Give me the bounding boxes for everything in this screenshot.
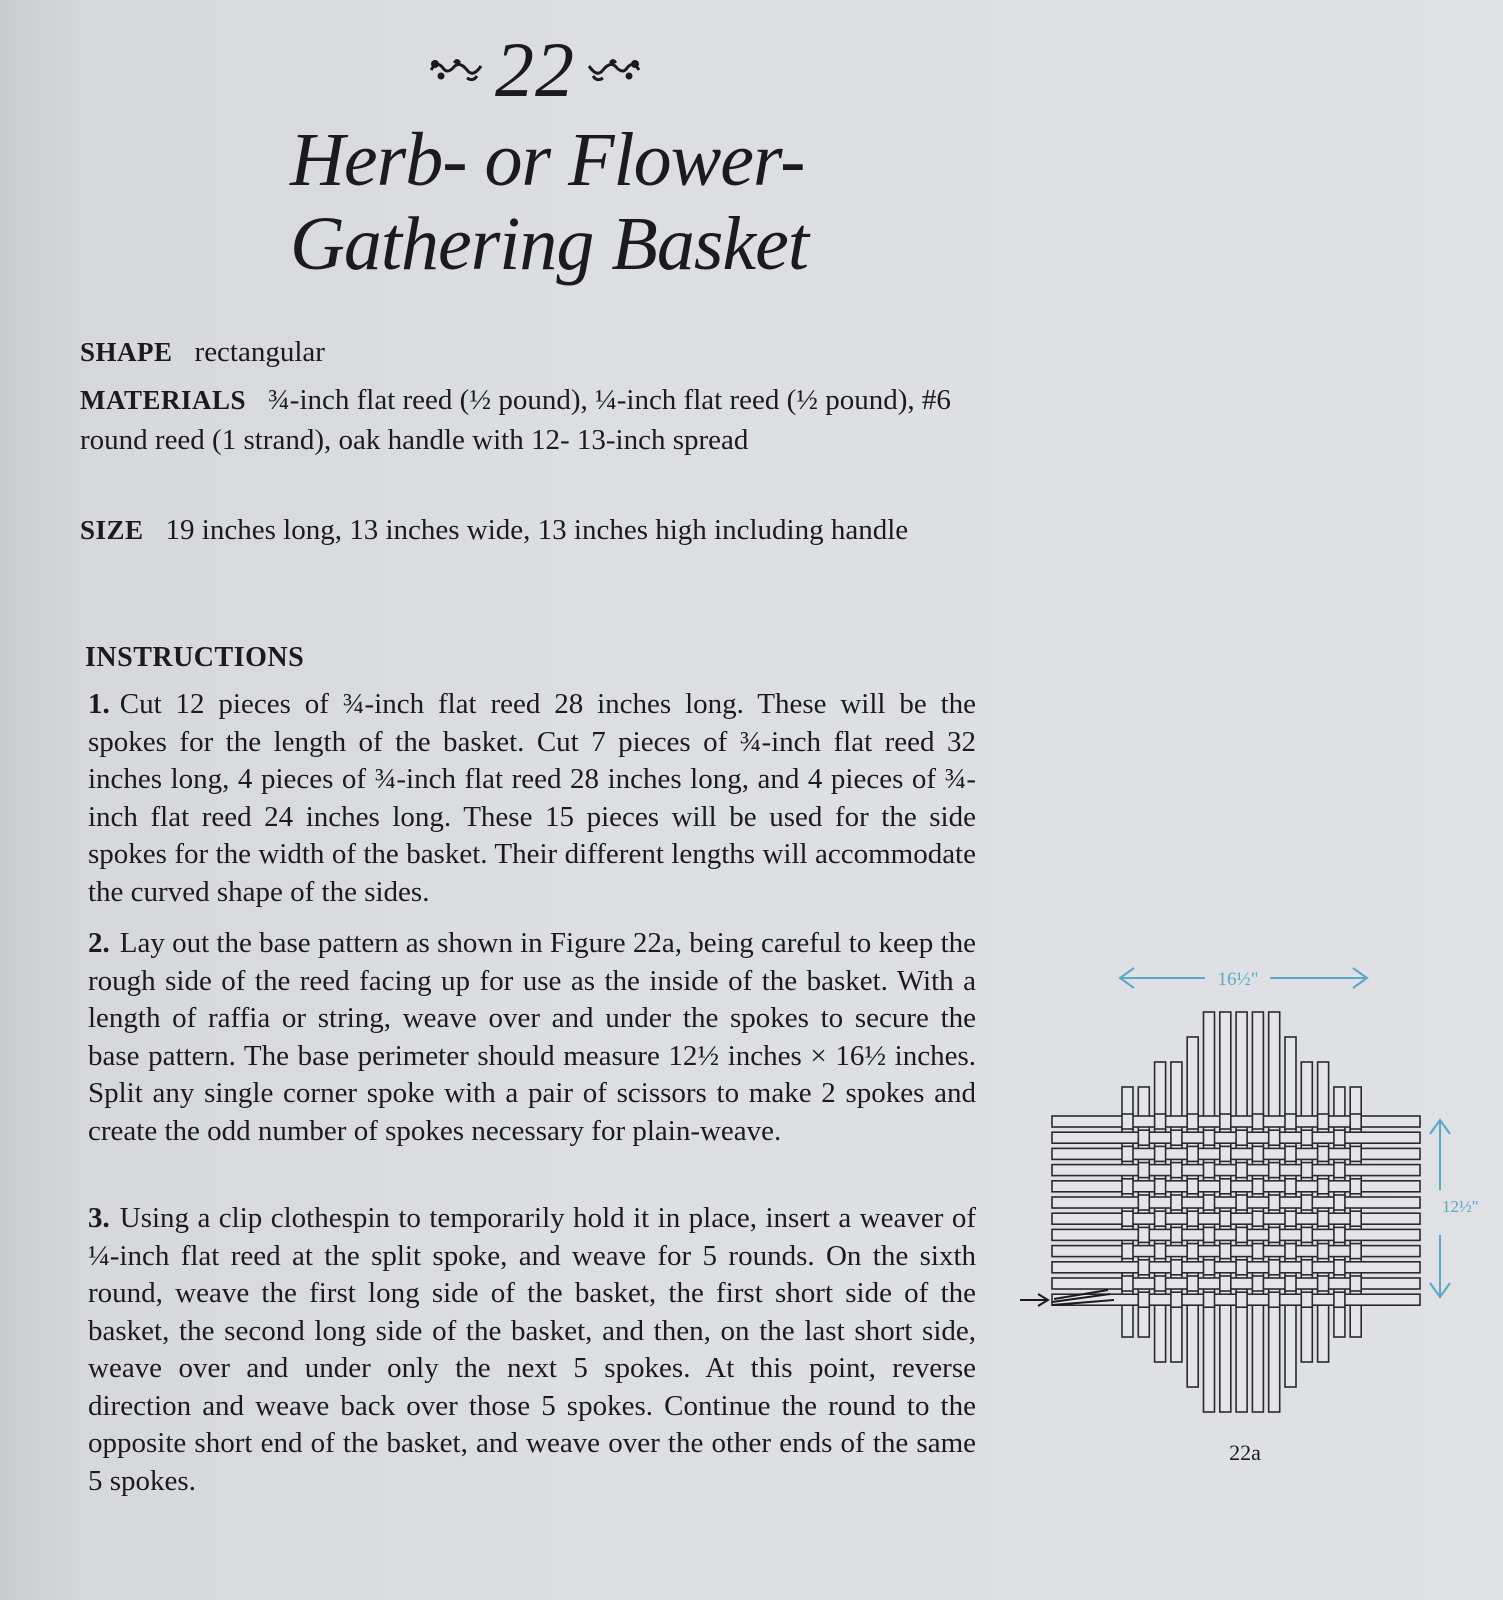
chapter-number: 22 [495, 26, 575, 113]
horizontal-spoke [1052, 1181, 1420, 1192]
step-text: Lay out the base pattern as shown in Figure 22a, being careful to keep the rough side of the reed facing up for use as the inside of the basket. With a length of raffia or string, weave over and under the spokes to secure the base pattern. The base perimeter should measure 12½ inches × 16½ inches. Split any single corner spoke with a pair of scissors to make 2 spokes and create the odd number of spokes necessary for plain-weave. [88, 927, 976, 1147]
weave-crossing [1155, 1179, 1166, 1194]
weave-crossing [1171, 1195, 1182, 1210]
weave-crossing [1171, 1130, 1182, 1145]
weave-crossing [1269, 1130, 1280, 1145]
weave-crossing [1187, 1276, 1198, 1291]
weave-crossing [1122, 1244, 1133, 1259]
size-value: 19 inches long, 13 inches wide, 13 inches high including handle [165, 514, 909, 546]
weave-crossing [1171, 1292, 1182, 1307]
weave-crossing [1138, 1292, 1149, 1307]
weave-crossing [1350, 1211, 1361, 1226]
instruction-step [88, 925, 976, 1150]
width-dimension-label: 16½" [1217, 969, 1259, 990]
weave-crossing [1138, 1260, 1149, 1275]
vertical-spoke [1171, 1062, 1182, 1362]
weave-crossing [1269, 1260, 1280, 1275]
weave-crossing [1334, 1292, 1345, 1307]
vertical-spoke [1204, 1012, 1215, 1412]
instruction-step [88, 686, 976, 911]
weave-crossing [1171, 1227, 1182, 1242]
weave-crossing [1252, 1114, 1263, 1129]
weave-crossing [1252, 1211, 1263, 1226]
weave-crossing [1350, 1244, 1361, 1259]
shape-label: SHAPE [80, 337, 173, 367]
weave-crossing [1122, 1179, 1133, 1194]
weave-crossing [1350, 1114, 1361, 1129]
weave-crossing [1236, 1163, 1247, 1178]
weave-crossing [1187, 1114, 1198, 1129]
weave-crossing [1269, 1227, 1280, 1242]
step-text: Using a clip clothespin to temporarily hold it in place, insert a weaver of ¼-inch flat reed at the split spoke, and weave for 5 rounds. On the sixth round, weave the first long side of the basket, the first short side of the basket, the second long side of the basket, and then, on the last short side, weave over and under only the next 5 spokes. At this point, reverse direction and weave back over those 5 spokes. Continue the round to the opposite short end of the basket, and weave over the other ends of the same 5 spokes. [88, 1202, 976, 1497]
step-number: 1. [88, 688, 110, 720]
weave-crossing [1318, 1179, 1329, 1194]
weave-crossing [1285, 1179, 1296, 1194]
chapter-heading [425, 26, 645, 113]
weave-crossing [1318, 1276, 1329, 1291]
weave-crossing [1252, 1276, 1263, 1291]
weave-crossing [1301, 1163, 1312, 1178]
spec-shape [80, 332, 960, 372]
weave-crossing [1204, 1227, 1215, 1242]
weave-crossing [1187, 1146, 1198, 1161]
weave-crossing [1122, 1146, 1133, 1161]
title-line-2: Gathering Basket [290, 202, 809, 286]
weave-crossing [1220, 1146, 1231, 1161]
weave-crossing [1171, 1163, 1182, 1178]
weave-crossing [1122, 1276, 1133, 1291]
weave-crossing [1285, 1276, 1296, 1291]
weave-crossing [1301, 1195, 1312, 1210]
horizontal-spoke [1052, 1148, 1420, 1159]
weave-crossing [1204, 1195, 1215, 1210]
vertical-spoke [1301, 1062, 1312, 1362]
weave-crossing [1236, 1292, 1247, 1307]
weave-crossing [1122, 1211, 1133, 1226]
weave-crossing [1155, 1114, 1166, 1129]
weave-crossing [1204, 1130, 1215, 1145]
weave-crossing [1138, 1227, 1149, 1242]
horizontal-spoke [1052, 1246, 1420, 1257]
step-number: 2. [88, 927, 110, 959]
weave-crossing [1122, 1114, 1133, 1129]
figure-22a [1010, 950, 1480, 1510]
figure-caption: 22a [1229, 1440, 1261, 1465]
title-line-1: Herb- or Flower- [290, 118, 805, 202]
weave-crossing [1285, 1211, 1296, 1226]
weave-crossing [1204, 1292, 1215, 1307]
weave-crossing [1301, 1260, 1312, 1275]
weave-crossing [1350, 1179, 1361, 1194]
vertical-spoke [1236, 1012, 1247, 1412]
weave-crossing [1236, 1195, 1247, 1210]
weave-crossing [1350, 1146, 1361, 1161]
weave-crossing [1187, 1211, 1198, 1226]
weave-crossing [1301, 1292, 1312, 1307]
width-dimension-arrow [1120, 968, 1367, 990]
weave-crossing [1301, 1130, 1312, 1145]
weave-crossing [1204, 1260, 1215, 1275]
weave-crossing [1301, 1227, 1312, 1242]
right-ornament-icon [581, 50, 643, 90]
step-number: 3. [88, 1202, 110, 1234]
horizontal-spoke [1052, 1278, 1420, 1289]
left-ornament-icon [427, 50, 489, 90]
basket-base-diagram [1010, 950, 1480, 1510]
weave-crossing [1318, 1244, 1329, 1259]
horizontal-spoke [1052, 1116, 1420, 1127]
weave-crossing [1334, 1130, 1345, 1145]
weave-crossing [1220, 1211, 1231, 1226]
weave-crossing [1138, 1195, 1149, 1210]
weave-crossing [1318, 1114, 1329, 1129]
weave-crossing [1138, 1130, 1149, 1145]
weave-crossing [1220, 1244, 1231, 1259]
weave-crossing [1252, 1179, 1263, 1194]
weave-crossing [1318, 1146, 1329, 1161]
page-title [290, 118, 850, 286]
weave-crossing [1155, 1276, 1166, 1291]
weave-crossing [1204, 1163, 1215, 1178]
weave-crossing [1236, 1130, 1247, 1145]
weave-crossing [1285, 1114, 1296, 1129]
size-label: SIZE [80, 515, 144, 545]
weave-crossing [1155, 1211, 1166, 1226]
weave-crossing [1334, 1260, 1345, 1275]
weave-crossing [1252, 1244, 1263, 1259]
weave-crossing [1187, 1244, 1198, 1259]
spokes-group [1052, 1012, 1420, 1412]
horizontal-spoke [1052, 1213, 1420, 1224]
weave-crossing [1318, 1211, 1329, 1226]
weave-crossing [1285, 1244, 1296, 1259]
weave-crossing [1350, 1276, 1361, 1291]
weave-crossing [1252, 1146, 1263, 1161]
spec-size [80, 510, 960, 550]
weave-crossing [1220, 1114, 1231, 1129]
height-dimension-arrow [1430, 1120, 1479, 1297]
weave-crossing [1269, 1292, 1280, 1307]
weave-crossing [1138, 1163, 1149, 1178]
shape-value: rectangular [194, 336, 325, 368]
weave-crossing [1236, 1260, 1247, 1275]
weave-crossing [1220, 1179, 1231, 1194]
weave-crossing [1334, 1227, 1345, 1242]
instruction-step [88, 1200, 976, 1500]
weave-crossing [1269, 1163, 1280, 1178]
weave-crossing [1220, 1276, 1231, 1291]
materials-label: MATERIALS [80, 385, 247, 415]
vertical-spoke [1269, 1012, 1280, 1412]
instructions-heading: INSTRUCTIONS [85, 642, 305, 673]
spec-materials [80, 380, 960, 460]
weave-crossing [1171, 1260, 1182, 1275]
weave-crossing [1187, 1179, 1198, 1194]
weave-crossing [1269, 1195, 1280, 1210]
weave-crossing [1155, 1146, 1166, 1161]
weave-crossing [1334, 1163, 1345, 1178]
weave-crossing [1236, 1227, 1247, 1242]
weave-crossing [1155, 1244, 1166, 1259]
weave-crossing [1334, 1195, 1345, 1210]
height-dimension-label: 12½" [1442, 1197, 1479, 1216]
weave-crossing [1285, 1146, 1296, 1161]
materials-value: ¾-inch flat reed (½ pound), ¼-inch flat reed (½ pound), #6 round reed (1 strand), oak handle with 12- 13-inch spread [80, 384, 951, 456]
step-text: Cut 12 pieces of ¾-inch flat reed 28 inches long. These will be the spokes for the length of the basket. Cut 7 pieces of ¾-inch flat reed 32 inches long, 4 pieces of ¾-inch flat reed 28 inches long, and 4 pieces of ¾-inch flat reed 24 inches long. These 15 pieces will be used for the side spokes for the width of the basket. Their different lengths will accommodate the curved shape of the sides. [88, 688, 976, 908]
